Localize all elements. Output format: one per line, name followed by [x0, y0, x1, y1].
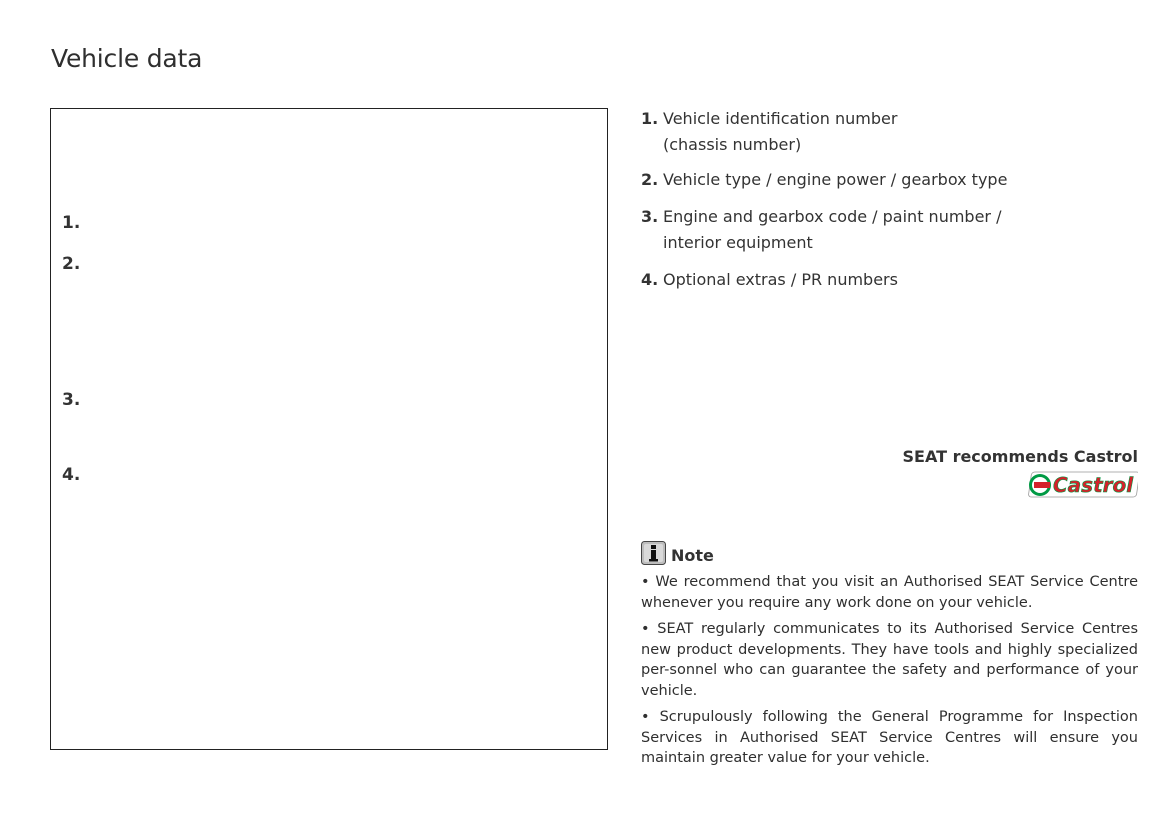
note-title: Note	[671, 546, 714, 565]
castrol-logo	[1026, 470, 1138, 500]
box-number-1: 1.	[62, 213, 81, 233]
list-item	[641, 167, 1141, 193]
list-item-text-continued: interior equipment	[663, 233, 813, 252]
page-title: Vehicle data	[51, 44, 203, 73]
note-paragraph: • SEAT regularly communicates to its Authorised Service Centres new product developments. They have tools and highly specialized per-sonnel who can guarantee the safety and performance of your vehicle.	[641, 621, 1138, 699]
box-number-4: 4.	[62, 465, 81, 485]
list-item-number: 1.	[641, 109, 659, 128]
note-header	[641, 539, 714, 565]
vehicle-data-box	[50, 108, 608, 750]
list-item-text: Engine and gearbox code / paint number /	[663, 207, 1002, 226]
note-paragraph: • We recommend that you visit an Authorised SEAT Service Centre whenever you require any work done on your vehicle.	[641, 574, 1138, 611]
castrol-logo-text: Castrol	[1053, 473, 1134, 497]
list-item	[641, 267, 1141, 293]
info-icon	[641, 541, 666, 565]
note-body	[641, 572, 1138, 775]
box-number-3: 3.	[62, 390, 81, 410]
list-item-number: 2.	[641, 170, 659, 189]
list-item-number: 3.	[641, 207, 659, 226]
list-item-text: Vehicle type / engine power / gearbox type	[663, 170, 1008, 189]
box-number-2: 2.	[62, 254, 81, 274]
note-paragraph: • Scrupulously following the General Programme for Inspection Services in Authorised SEAT Service Centres will ensure you maintain greater value for your vehicle.	[641, 709, 1138, 766]
list-item-number: 4.	[641, 270, 659, 289]
list-item-text: Optional extras / PR numbers	[663, 270, 898, 289]
castrol-heading: SEAT recommends Castrol	[902, 447, 1138, 466]
list-item-text: Vehicle identification number	[663, 109, 898, 128]
castrol-recommendation	[902, 446, 1138, 500]
list-item	[641, 204, 1141, 256]
list-item	[641, 106, 1141, 158]
list-item-text-continued: (chassis number)	[663, 135, 802, 154]
